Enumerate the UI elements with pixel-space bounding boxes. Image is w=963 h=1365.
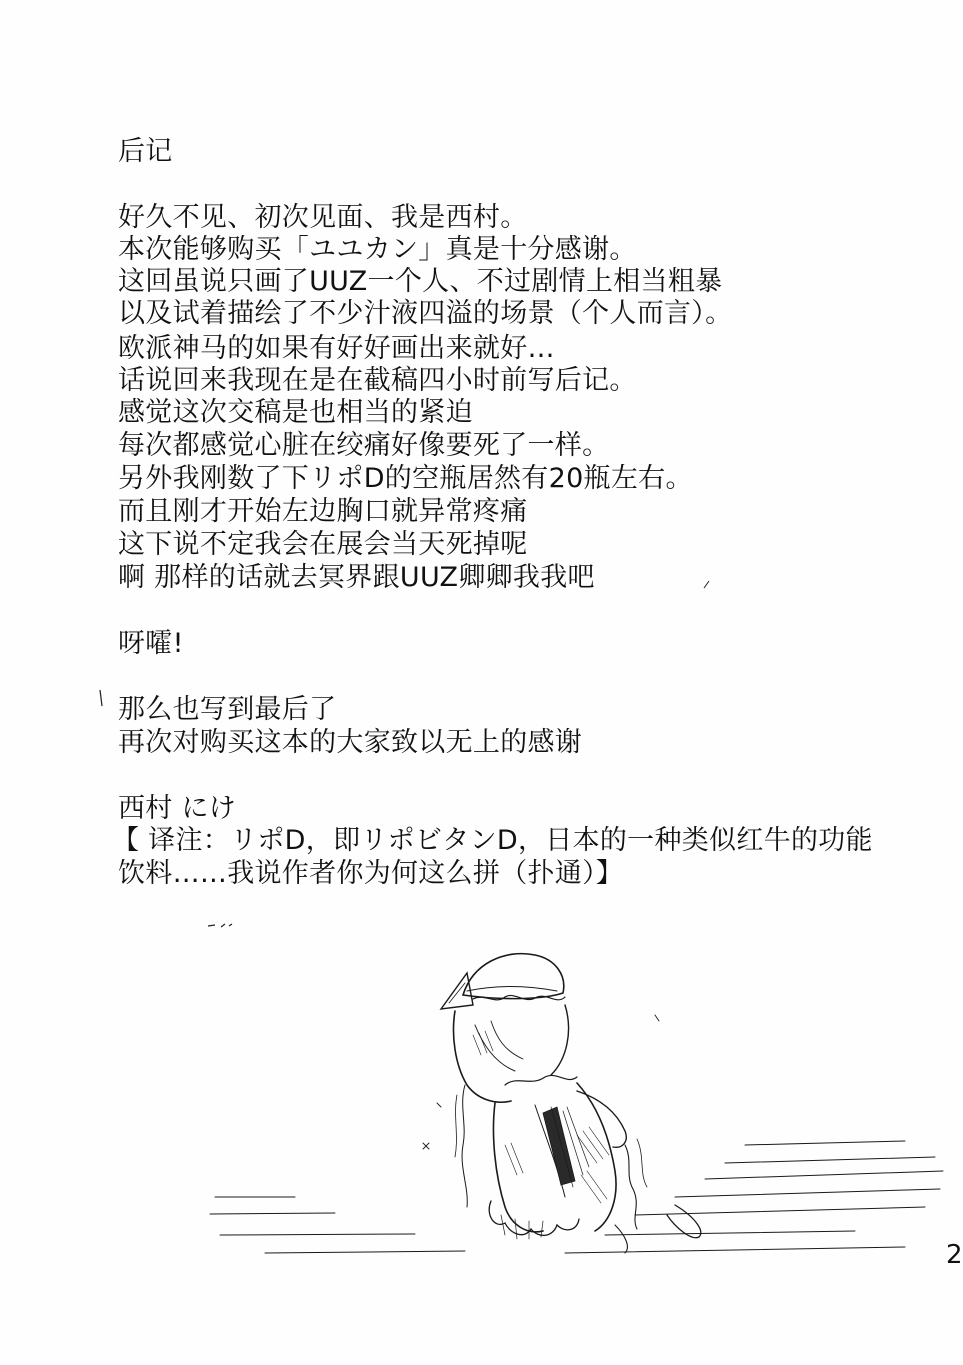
crouching-girl-sketch-icon: [205, 935, 945, 1265]
author-signature: 西村 にけ: [118, 793, 237, 824]
afterword-line-6: 话说回来我现在是在截稿四小时前写后记。: [118, 365, 637, 396]
afterword-line-3: 这回虽说只画了UUZ一个人、不过剧情上相当粗暴: [118, 266, 723, 297]
afterword-title: 后记: [118, 136, 173, 167]
stray-mark-icon: [92, 688, 106, 710]
afterword-line-11: 这下说不定我会在展会当天死掉呢: [118, 529, 528, 560]
afterword-line-1: 好久不见、初次见面、我是西村。: [118, 202, 528, 233]
afterword-line-8: 每次都感觉心脏在绞痛好像要死了一样。: [118, 430, 610, 461]
afterword-line-2: 本次能够购买「ユユカン」真是十分感谢。: [118, 234, 637, 265]
afterword-exclamation: 呀嚯!: [118, 628, 184, 659]
afterword-closing-line-1: 那么也写到最后了: [118, 694, 337, 725]
page-number: 2: [946, 1240, 963, 1270]
stray-mark-icon: [205, 918, 235, 932]
afterword-line-9: 另外我刚数了下リポD的空瓶居然有20瓶左右。: [118, 463, 693, 494]
stray-mark-icon: [700, 578, 714, 592]
afterword-line-4: 以及试着描绘了不少汁液四溢的场景（个人而言）。: [118, 298, 733, 329]
afterword-line-5: 欧派神马的如果有好好画出来就好…: [118, 333, 555, 364]
afterword-line-7: 感觉这次交稿是也相当的紧迫: [118, 397, 473, 428]
translator-note-line-2: 饮料……我说作者你为何这么拼（扑通）】: [118, 858, 624, 889]
afterword-line-12: 啊 那样的话就去冥界跟UUZ卿卿我我吧: [118, 562, 595, 593]
afterword-closing-line-2: 再次对购买这本的大家致以无上的感谢: [118, 727, 583, 758]
translator-note-line-1: 【 译注：リポD，即リポビタンD，日本的一种类似红牛的功能: [112, 825, 873, 856]
afterword-line-10: 而且刚才开始左边胸口就异常疼痛: [118, 496, 528, 527]
